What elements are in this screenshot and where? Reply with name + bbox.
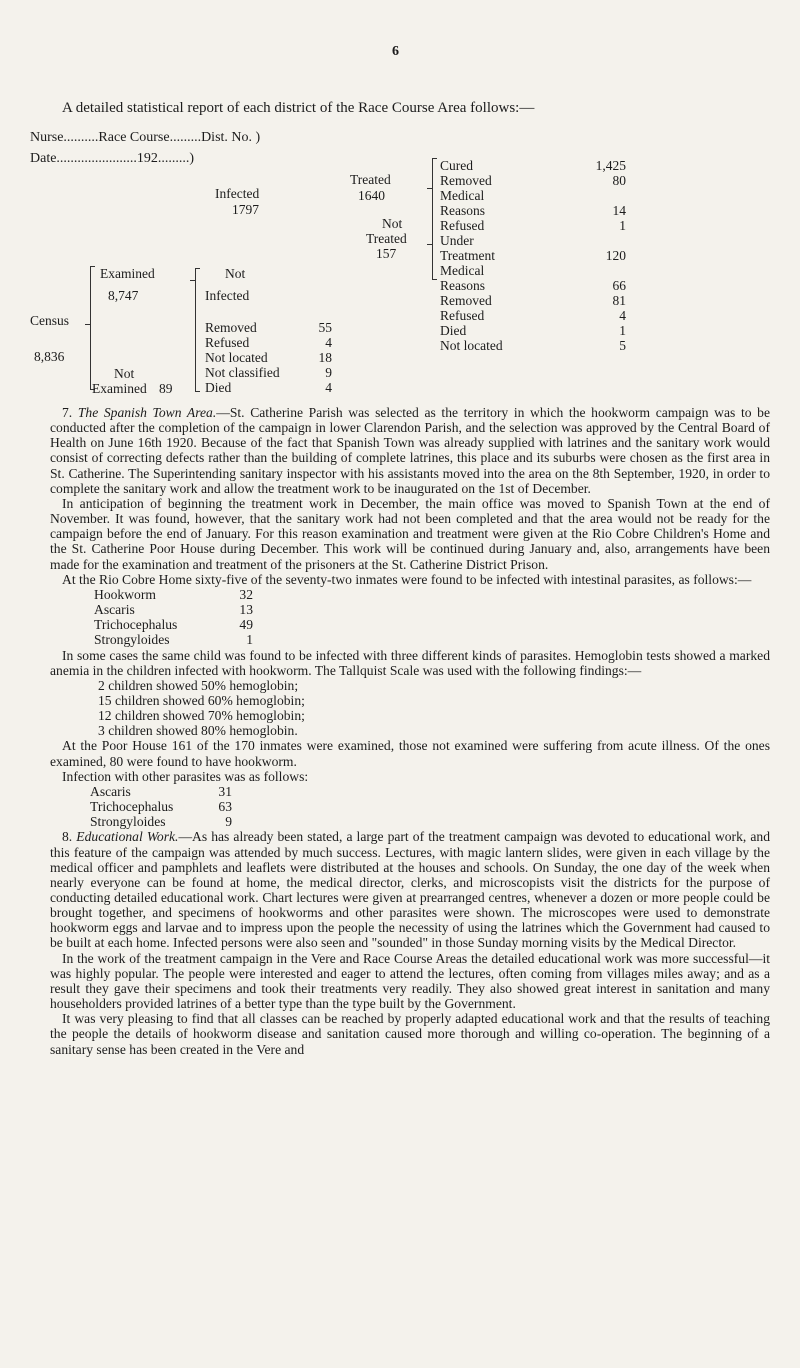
- list-item: [90, 784, 770, 799]
- treated-row-value: 80: [612, 173, 626, 188]
- sec8-number: 8.: [62, 829, 73, 845]
- parasite-name: Hookworm: [94, 586, 156, 602]
- not-treated-row-label2: Reasons: [440, 278, 485, 293]
- not-treated-row-label: Removed: [440, 293, 492, 308]
- examined-value: 8,747: [108, 288, 139, 303]
- not-treated-brace-tip: [427, 244, 432, 245]
- ni-row-value: 4: [325, 380, 332, 395]
- not-treated-row-label: Refused: [440, 308, 485, 323]
- not-treated-row-value: 5: [619, 338, 626, 353]
- treated-row-value: 14: [612, 203, 626, 218]
- list-item: 2 children showed 50% hemoglobin;: [98, 677, 299, 693]
- parasite-count: 32: [239, 586, 253, 602]
- not-treated-row-label: Medical: [440, 263, 485, 278]
- ni-row-label: Refused: [205, 335, 250, 350]
- treated-value: 1640: [358, 188, 385, 203]
- treated-row-label: Removed: [440, 173, 492, 188]
- sec7-p1: —St. Catherine Parish was selected as the territory in which the hookworm campaign was to be conducted after the completion of the campaign in lower Clarendon Parish, and the selection was approved by the Central Board of Health on June 16th 1920. Because of the fact that Spanish Town was already supplied with latrines and the sanitary work would consist of correcting defects rather than the building of complete latrines, this place and its suburbs were chosen as the first area in St. Catherine. The Superintending sanitary inspector with his assistants moved into the area on the 8th September, 1920, in order to complete the sanitary work and allow the treatment work to be inaugurated on the 1st of December.: [50, 405, 770, 496]
- not-treated-row-value: 81: [612, 293, 626, 308]
- treated-row-label2: Treatment: [440, 248, 495, 263]
- parasite-count: 63: [218, 799, 232, 815]
- sec7-title: The Spanish Town Area.: [77, 405, 217, 420]
- parasite-list-1: [50, 587, 770, 648]
- parasite-name: Trichocephalus: [90, 799, 174, 815]
- parasite-count: 9: [225, 814, 232, 830]
- date-line: Date.......................192.........): [30, 151, 195, 166]
- not-infected-brace: [195, 268, 196, 392]
- ni-row-value: 9: [325, 365, 332, 380]
- treated-row-value: 1: [619, 218, 626, 233]
- sec7-paragraph-6: Infection with other parasites was as follows:: [62, 768, 309, 784]
- examined-label: Examined: [100, 266, 155, 281]
- not-treated-row-value: 4: [619, 308, 626, 323]
- treated-brace-tip: [427, 188, 432, 189]
- treated-row-label2: Reasons: [440, 203, 485, 218]
- census-label: Census: [30, 313, 70, 328]
- intro-line: A detailed statistical report of each district of the Race Course Area follows:—: [62, 100, 535, 116]
- ni-row-label: Died: [205, 380, 232, 395]
- list-item: [90, 799, 770, 814]
- parasite-name: Strongyloides: [90, 814, 166, 830]
- parasite-name: Strongyloides: [94, 632, 170, 648]
- parasite-name: Ascaris: [94, 602, 135, 618]
- treated-row-value: 120: [605, 248, 626, 263]
- treated-row-label: Cured: [440, 158, 473, 173]
- treated-row-label: Medical: [440, 188, 485, 203]
- list-item: 15 children showed 60% hemoglobin;: [98, 692, 305, 708]
- not-treated-row-label: Not located: [440, 338, 503, 353]
- page-number: 6: [392, 44, 399, 59]
- hemoglobin-list: [50, 678, 770, 739]
- not-treated-row-value: 1: [619, 323, 626, 338]
- not-infected-label2: Infected: [205, 288, 250, 303]
- sec7-paragraph-5: At the Poor House 161 of the 170 inmates were examined, those not examined were suffering from acute illness. Of the ones examined, 80 were found to have hookworm.: [50, 738, 770, 769]
- list-item: 3 children showed 80% hemoglobin.: [98, 723, 298, 739]
- not-treated-row-value: 66: [612, 278, 626, 293]
- ni-row-label: Not located: [205, 350, 268, 365]
- treated-row-label: Under: [440, 233, 474, 248]
- not-treated-row-label: Died: [440, 323, 467, 338]
- parasite-list-2: [50, 784, 770, 829]
- not-examined-label: Not: [114, 366, 135, 381]
- ni-row-value: 18: [318, 350, 332, 365]
- census-brace-tip: [85, 324, 90, 325]
- list-item: [90, 814, 770, 829]
- not-treated-value: 157: [376, 246, 397, 261]
- census-brace: [90, 266, 91, 390]
- sec7-number: 7.: [62, 405, 73, 420]
- sec8-paragraph-2: In the work of the treatment campaign in the Vere and Race Course Areas the detailed educational work was more successful—it was highly popular. The people were interested and eager to attend the lectures, often coming from villages miles away; and as a result they gave their specimens and took their treatments very readily. They also showed great interest in sanitation and many householders provided latrines of a better type than the type built by the Government.: [50, 950, 770, 1012]
- ni-row-value: 55: [318, 320, 332, 335]
- list-item: [94, 632, 770, 647]
- outcome-brace: [432, 158, 433, 280]
- list-item: [94, 602, 770, 617]
- parasite-count: 1: [246, 632, 253, 648]
- not-treated-label2: Treated: [366, 231, 407, 246]
- sec8-title: Educational Work.: [76, 829, 179, 845]
- sec7-paragraph-1: [50, 405, 770, 496]
- parasite-count: 49: [239, 617, 253, 633]
- sec8-p1: —As has already been stated, a large part of the treatment campaign was devoted to educational work, and this feature of the campaign was attended by much success. Lectures, with magic lantern slides, were given in each village by the medical officer and pamphlets and leaflets were distributed at the houses and schools. On Sunday, the one day of the week when nearly everyone can be found at home, the medical director, clerks, and microscopists visit the districts for the purpose of conducting detailed educational work. Chart lectures were given at prearranged centres, whenever a dozen or more people could be brought together, and specimens of hookworms and other parasites were shown. The microscopes were used to demonstrate hookworm eggs and larvae and to impress upon the people the necessity of using the latrines which the Government had caused to be built at each home. Infected persons were also seen and "sounded" in those Sunday morning visits by the Medical Director.: [50, 829, 770, 951]
- sec7-paragraph-4: In some cases the same child was found to be infected with three different kinds of parasites. Hemoglobin tests showed a marked anemia in the children infected with hookworm. The Tallquist Scale was used with the following findings:—: [50, 647, 770, 678]
- not-infected-brace-tip: [190, 280, 195, 281]
- nurse-line: Nurse..........Race Course.........Dist. No. ): [30, 130, 261, 145]
- not-examined-value: 89: [159, 381, 173, 396]
- treated-row-value: 1,425: [595, 158, 626, 173]
- list-item: 12 children showed 70% hemoglobin;: [98, 708, 305, 724]
- ni-row-value: 4: [325, 335, 332, 350]
- treated-label: Treated: [350, 172, 391, 187]
- not-treated-label: Not: [382, 216, 403, 231]
- infected-value: 1797: [232, 202, 259, 217]
- parasite-count: 31: [218, 783, 232, 799]
- parasite-name: Trichocephalus: [94, 617, 178, 633]
- treated-row-label: Refused: [440, 218, 485, 233]
- body-text: [50, 405, 770, 1057]
- infected-label: Infected: [215, 186, 260, 201]
- ni-row-label: Removed: [205, 320, 257, 335]
- parasite-count: 13: [239, 602, 253, 618]
- ni-row-label: Not classified: [205, 365, 280, 380]
- census-total: 8,836: [34, 349, 65, 364]
- parasite-name: Ascaris: [90, 783, 131, 799]
- list-item: [94, 587, 770, 602]
- sec7-paragraph-3: At the Rio Cobre Home sixty-five of the seventy-two inmates were found to be infected with intestinal parasites, as follows:—: [62, 571, 752, 587]
- sec7-paragraph-2: In anticipation of beginning the treatment work in December, the main office was moved to Spanish Town at the end of November. It was found, however, that the sanitary work had not been completed and that the area would not be ready for the campaign before the end of January. For this reason examination and treatment were given at the Rio Cobre Children's Home and the St. Catherine Poor House during December. This work will be continued during January and, also, arrangements have been made for the examination and treatment of the prisoners at the St. Catherine District Prison.: [50, 495, 770, 572]
- not-infected-label: Not: [225, 266, 246, 281]
- sec8-paragraph-1: [50, 829, 770, 950]
- not-examined-label2: Examined: [92, 381, 147, 396]
- list-item: [94, 617, 770, 632]
- sec8-paragraph-3: It was very pleasing to find that all classes can be reached by properly adapted educational work and that the results of teaching the people the details of hookworm disease and sanitation caused more thorough and willing co-operation. The beginning of a sanitary sense has been created in the Vere and: [50, 1011, 770, 1057]
